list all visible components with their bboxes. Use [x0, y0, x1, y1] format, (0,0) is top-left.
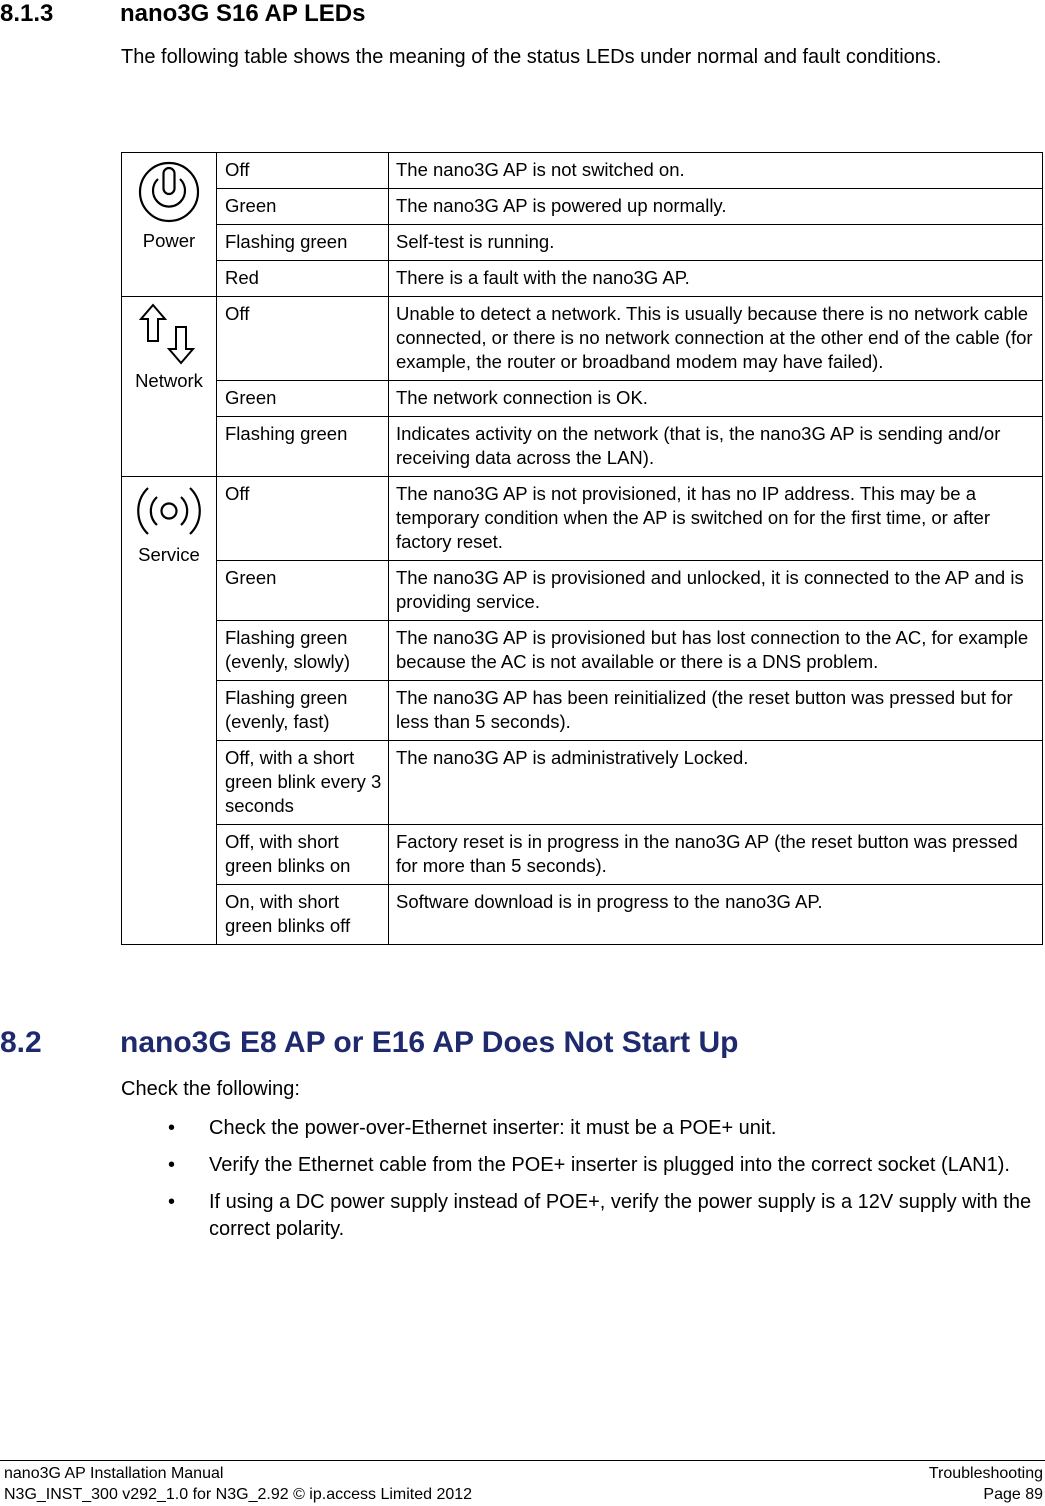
led-state: Off, with short green blinks on	[217, 825, 389, 885]
led-meaning: The nano3G AP is provisioned but has lost connection to the AC, for example because the AC is not available or there is a DNS problem.	[389, 621, 1043, 681]
led-state: Off, with a short green blink every 3 seconds	[217, 741, 389, 825]
table-row	[122, 741, 1043, 825]
list-item-text: Check the power-over-Ethernet inserter: it must be a POE+ unit.	[209, 1117, 777, 1139]
led-group-service	[122, 477, 217, 945]
list-item	[168, 1152, 1043, 1179]
led-meaning: Software download is in progress to the nano3G AP.	[389, 885, 1043, 945]
footer-manual-title: nano3G AP Installation Manual	[4, 1465, 224, 1482]
footer-divider	[0, 1460, 1045, 1461]
table-row	[122, 825, 1043, 885]
led-state: Flashing green (evenly, slowly)	[217, 621, 389, 681]
led-meaning: Factory reset is in progress in the nano3G AP (the reset button was pressed for more than 5 seconds).	[389, 825, 1043, 885]
footer-page-number: Page 89	[983, 1486, 1043, 1503]
led-state: Off	[217, 477, 389, 561]
led-meaning: The nano3G AP is not provisioned, it has no IP address. This may be a temporary condition when the AP is switched on for the first time, or after factory reset.	[389, 477, 1043, 561]
led-meaning: There is a fault with the nano3G AP.	[389, 261, 1043, 297]
led-state: Off	[217, 153, 389, 189]
footer-doc-id: N3G_INST_300 v292_1.0 for N3G_2.92 © ip.access Limited 2012	[4, 1486, 473, 1503]
bullet-icon: •	[168, 1117, 176, 1139]
led-meaning: The network connection is OK.	[389, 381, 1043, 417]
led-meaning: Unable to detect a network. This is usually because there is no network cable connected, or there is no network connection at the other end of the cable (for example, the router or broadband modem may have failed).	[389, 297, 1043, 381]
led-group-label: Service	[138, 544, 200, 565]
check-intro: Check the following:	[121, 1078, 300, 1100]
footer-chapter: Troubleshooting	[928, 1465, 1043, 1482]
list-item-text: Verify the Ethernet cable from the POE+ inserter is plugged into the correct socket (LAN1).	[209, 1154, 1010, 1176]
table-row	[122, 681, 1043, 741]
led-meaning: The nano3G AP is administratively Locked.	[389, 741, 1043, 825]
service-signal-icon	[124, 483, 214, 539]
check-list	[168, 1115, 1043, 1253]
table-row	[122, 621, 1043, 681]
table-row	[122, 225, 1043, 261]
bullet-icon: •	[168, 1191, 176, 1213]
led-meaning: The nano3G AP has been reinitialized (the reset button was pressed but for less than 5 seconds).	[389, 681, 1043, 741]
section-number: 8.2	[0, 1026, 42, 1059]
led-group-network	[122, 297, 217, 477]
led-meaning: The nano3G AP is powered up normally.	[389, 189, 1043, 225]
table-row	[122, 417, 1043, 477]
list-item-text: If using a DC power supply instead of POE+, verify the power supply is a 12V supply with the correct polarity.	[209, 1191, 1032, 1240]
table-row	[122, 261, 1043, 297]
led-state: Green	[217, 381, 389, 417]
led-group-label: Power	[142, 230, 196, 251]
led-state: Flashing green (evenly, fast)	[217, 681, 389, 741]
table-row	[122, 381, 1043, 417]
table-row	[122, 189, 1043, 225]
led-state: Green	[217, 189, 389, 225]
led-state: Flashing green	[217, 417, 389, 477]
section-title: nano3G E8 AP or E16 AP Does Not Start Up	[120, 1026, 739, 1059]
list-item	[168, 1189, 1043, 1243]
led-meaning: The nano3G AP is not switched on.	[389, 153, 1043, 189]
table-row	[122, 153, 1043, 189]
led-state: Red	[217, 261, 389, 297]
intro-paragraph: The following table shows the meaning of the status LEDs under normal and fault conditions.	[121, 46, 942, 68]
led-meaning: The nano3G AP is provisioned and unlocked, it is connected to the AP and is providing service.	[389, 561, 1043, 621]
led-meaning: Indicates activity on the network (that is, the nano3G AP is sending and/or receiving data across the LAN).	[389, 417, 1043, 477]
led-state: Flashing green	[217, 225, 389, 261]
network-arrows-icon	[124, 303, 214, 365]
led-state: Off	[217, 297, 389, 381]
bullet-icon: •	[168, 1154, 176, 1176]
section-title: nano3G S16 AP LEDs	[120, 0, 366, 27]
table-row	[122, 561, 1043, 621]
list-item	[168, 1115, 1043, 1142]
led-state: On, with short green blinks off	[217, 885, 389, 945]
power-icon	[124, 159, 214, 225]
table-row	[122, 885, 1043, 945]
led-meaning: Self-test is running.	[389, 225, 1043, 261]
led-state: Green	[217, 561, 389, 621]
led-table	[121, 152, 1043, 945]
led-group-power	[122, 153, 217, 297]
table-row	[122, 477, 1043, 561]
section-number: 8.1.3	[0, 0, 54, 27]
led-group-label: Network	[135, 370, 203, 391]
table-row	[122, 297, 1043, 381]
